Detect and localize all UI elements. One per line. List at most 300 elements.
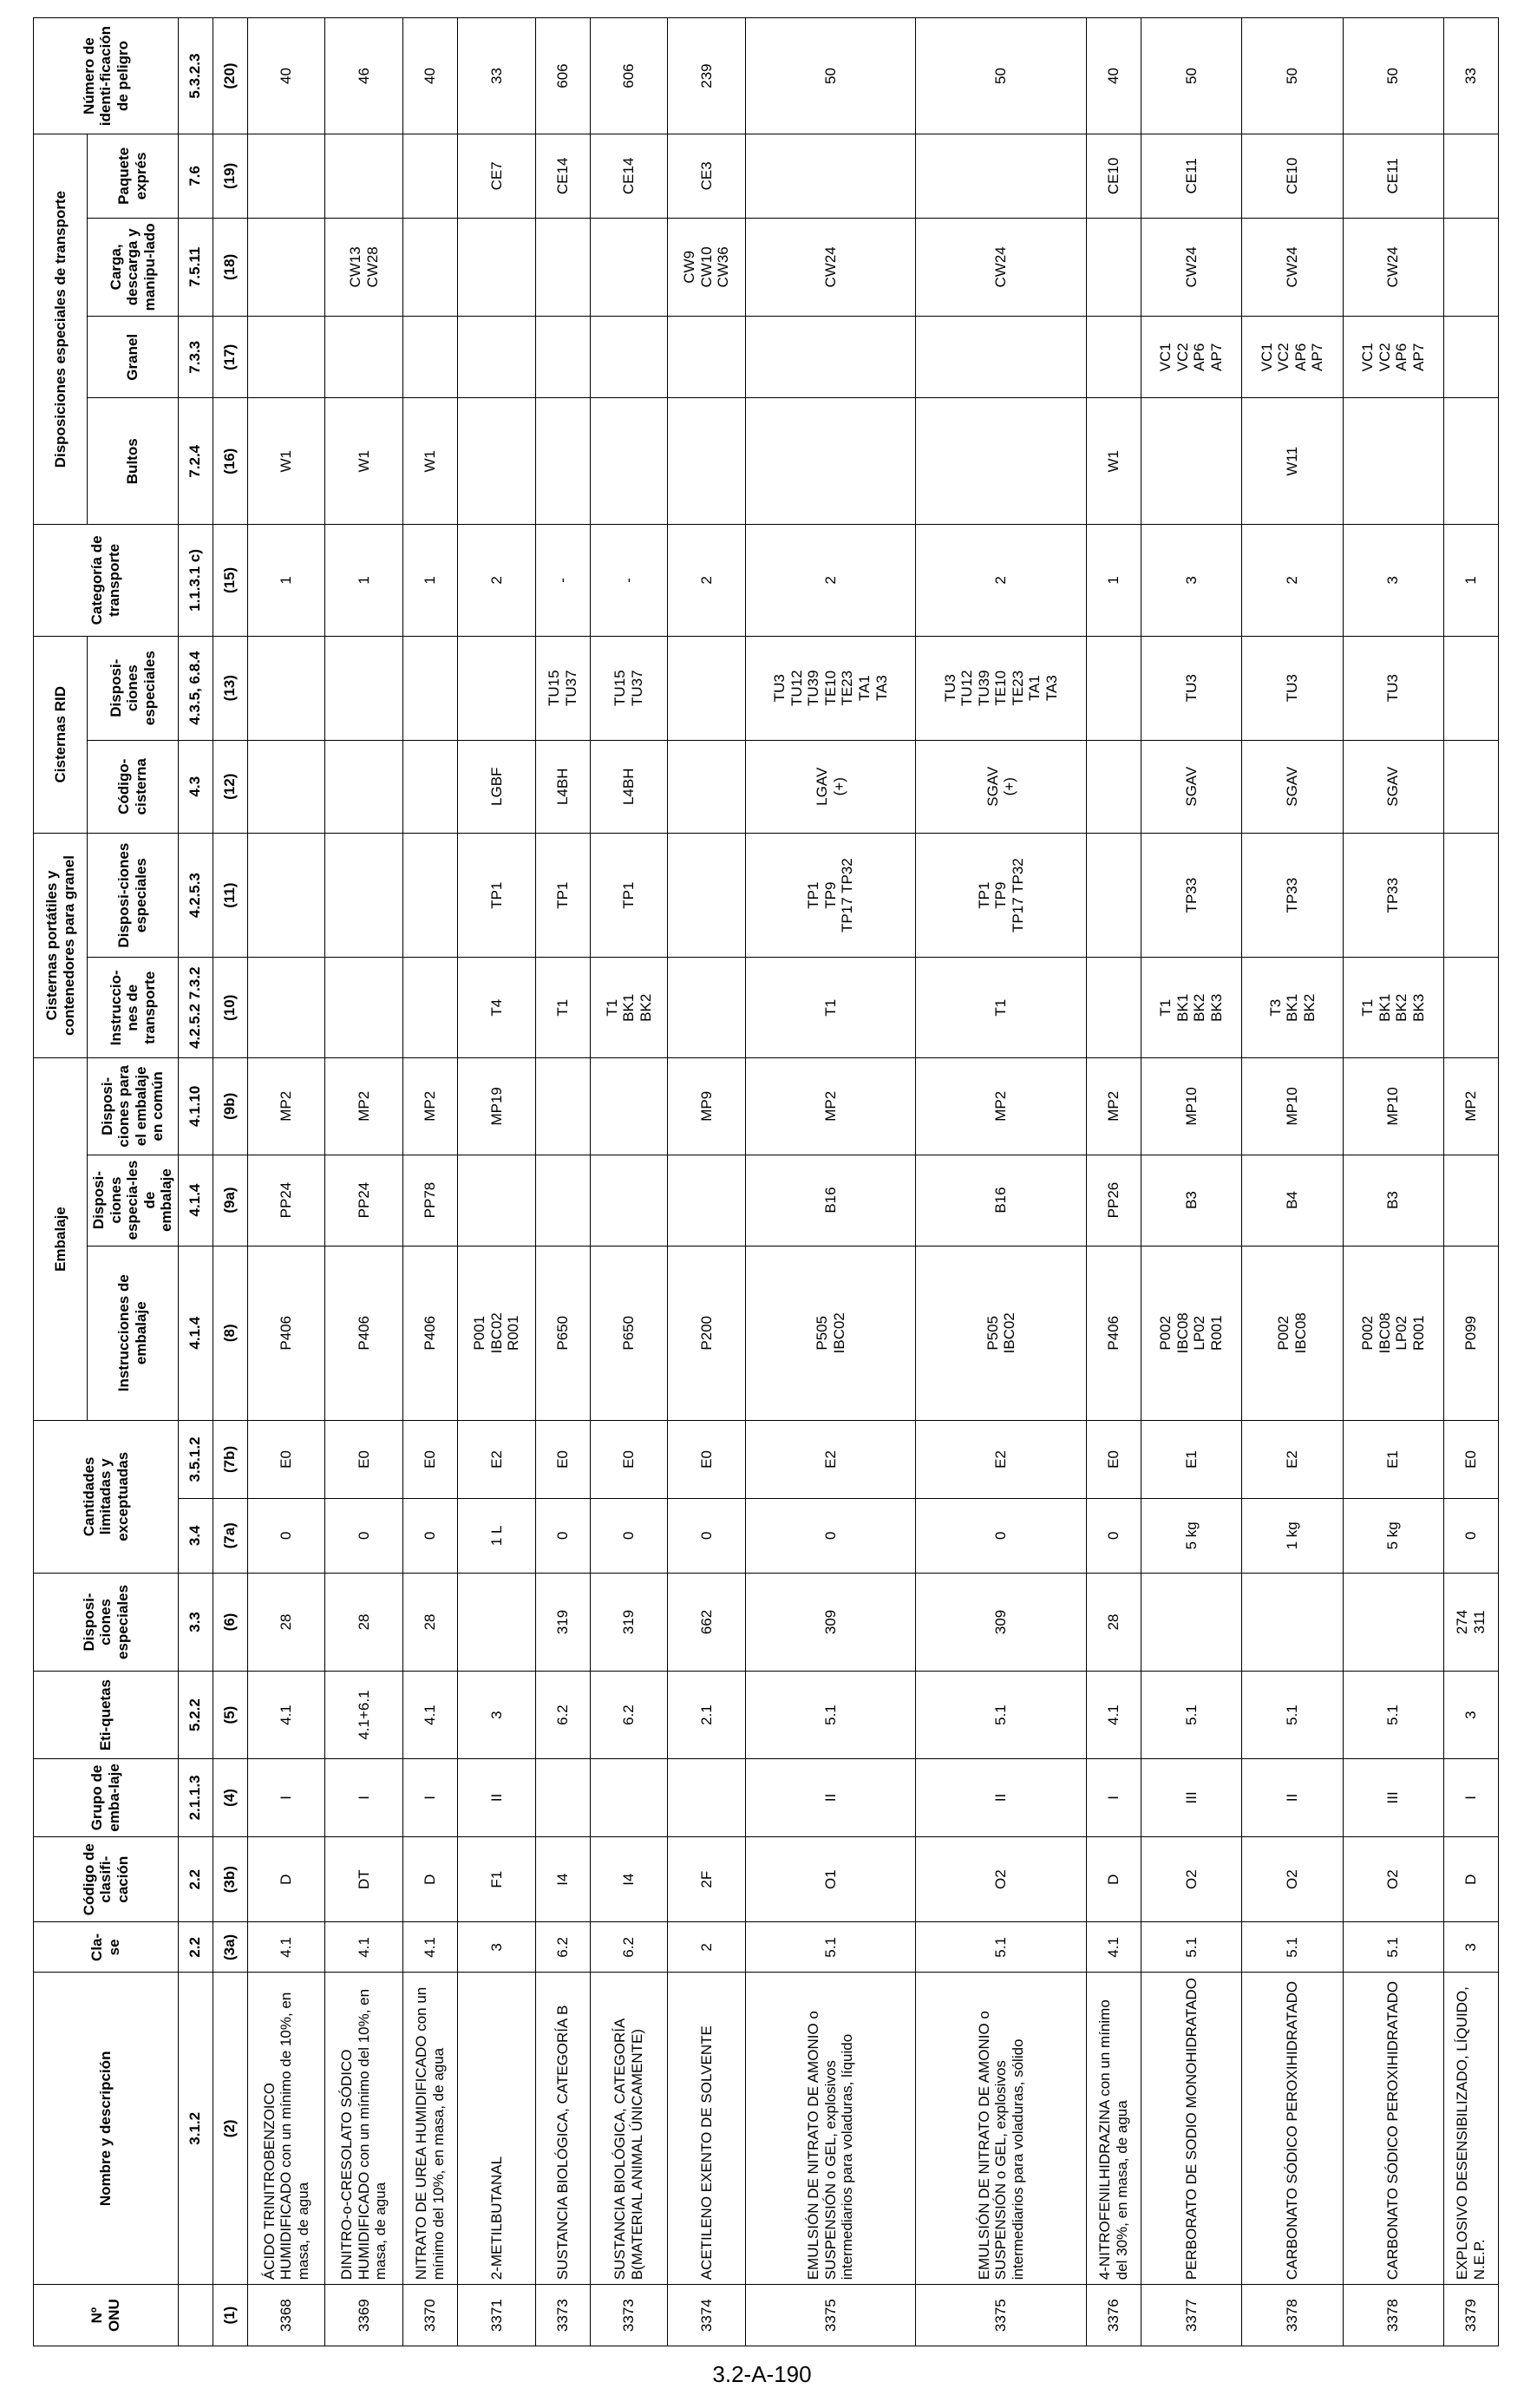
table-cell: O1 (745, 1836, 915, 1922)
table-cell: PP24 (247, 1155, 325, 1246)
colnum-cell: (3b) (213, 1836, 247, 1922)
ref-cell: 3.5.1.2 (178, 1420, 213, 1498)
un-number-cell: 3369 (325, 2285, 403, 2346)
table-cell: I (403, 1758, 458, 1836)
table-cell: 0 (916, 1498, 1086, 1573)
table-cell: SGAV (1343, 740, 1443, 833)
table-cell: 662 (668, 1573, 746, 1672)
table-cell: P406 (1086, 1246, 1141, 1420)
table-cell (1443, 958, 1498, 1058)
table-cell: 40 (247, 18, 325, 134)
table-cell: E0 (668, 1420, 746, 1498)
table-row (1242, 18, 1343, 2346)
table-cell: P200 (668, 1246, 746, 1420)
table-cell: 3 (1141, 525, 1241, 637)
colnum-cell: (4) (213, 1758, 247, 1836)
name-cell: ACETILENO EXENTO DE SOLVENTE (668, 1973, 746, 2285)
table-cell: CE3 (668, 134, 746, 218)
table-cell: E1 (1141, 1420, 1241, 1498)
table-cell: 0 (247, 1498, 325, 1573)
table-cell (1086, 218, 1141, 317)
table-cell (247, 218, 325, 317)
table-cell (458, 1573, 536, 1672)
header-bultos: Bultos (88, 398, 179, 525)
table-cell: 0 (1086, 1498, 1141, 1573)
table-row (403, 18, 458, 2346)
header-paquete: Paquete exprés (88, 134, 179, 218)
ref-cell: 7.2.4 (178, 398, 213, 525)
table-cell: P406 (403, 1246, 458, 1420)
header-instr-emb: Instrucciones de embalaje (88, 1246, 179, 1420)
header-un: Nº ONU (34, 2285, 179, 2346)
table-cell (403, 317, 458, 398)
ref-cell: 3.4 (178, 1498, 213, 1573)
table-cell: TP1 TP9 TP17 TP32 (916, 833, 1086, 958)
table-cell: W11 (1242, 398, 1343, 525)
reference-row (178, 18, 213, 2346)
un-number-cell: 3379 (1443, 2285, 1498, 2346)
table-cell: 0 (1443, 1498, 1498, 1573)
table-cell (590, 1058, 668, 1155)
table-cell: 5.1 (916, 1672, 1086, 1759)
header-disp-transp: Disposiciones especiales de transporte (34, 134, 88, 525)
table-cell: SGAV (1141, 740, 1241, 833)
table-cell: 50 (1343, 18, 1443, 134)
table-cell (1443, 218, 1498, 317)
table-cell: L4BH (590, 740, 668, 833)
table-cell: TU3 (1141, 636, 1241, 740)
table-cell: P406 (247, 1246, 325, 1420)
table-cell: 28 (1086, 1573, 1141, 1672)
colnum-cell: (15) (213, 525, 247, 637)
header-grupo: Grupo de emba-laje (34, 1758, 179, 1836)
name-cell: EXPLOSIVO DESENSIBILIZADO, LÍQUIDO, N.E.P. (1443, 1973, 1498, 2285)
table-cell: E0 (1086, 1420, 1141, 1498)
table-cell: O2 (916, 1836, 1086, 1922)
un-number-cell: 3375 (916, 2285, 1086, 2346)
table-cell: III (1141, 1758, 1241, 1836)
table-cell: 5.1 (745, 1672, 915, 1759)
header-categoria: Categoría de transporte (34, 525, 179, 637)
table-cell: 1 (403, 525, 458, 637)
table-cell: P650 (590, 1246, 668, 1420)
header-name: Nombre y descripción (34, 1973, 179, 2285)
table-cell: P505 IBC02 (745, 1246, 915, 1420)
ref-cell: 1.1.3.1 c) (178, 525, 213, 637)
header-peligro: Número de identi-ficación de peligro (34, 18, 179, 134)
table-cell: E0 (590, 1420, 668, 1498)
table-cell (403, 218, 458, 317)
table-cell: E0 (325, 1420, 403, 1498)
table-cell: 239 (668, 18, 746, 134)
table-cell (1141, 1573, 1241, 1672)
table-cell: 5.1 (1343, 1672, 1443, 1759)
table-cell: CE10 (1242, 134, 1343, 218)
table-cell: T4 (458, 958, 536, 1058)
table-cell (668, 958, 746, 1058)
table-cell (247, 740, 325, 833)
ref-cell: 3.3 (178, 1573, 213, 1672)
table-cell: 2 (668, 525, 746, 637)
page-footer: 3.2-A-190 (712, 2361, 812, 2387)
colnum-cell: (12) (213, 740, 247, 833)
table-cell (403, 958, 458, 1058)
name-cell: 4-NITROFENILHIDRAZINA con un mínimo del 30%, en masa, de agua (1086, 1973, 1141, 2285)
table-cell (458, 398, 536, 525)
table-cell (1086, 833, 1141, 958)
table-cell: MP2 (247, 1058, 325, 1155)
table-cell: PP24 (325, 1155, 403, 1246)
header-disp-comun: Disposi-ciones para el embalaje en común (88, 1058, 179, 1155)
table-cell: P099 (1443, 1246, 1498, 1420)
table-cell: 3 (1443, 1922, 1498, 1973)
table-cell: F1 (458, 1836, 536, 1922)
table-cell: MP10 (1343, 1058, 1443, 1155)
table-cell (247, 636, 325, 740)
table-cell: O2 (1343, 1836, 1443, 1922)
table-cell: 40 (403, 18, 458, 134)
table-cell: B16 (745, 1155, 915, 1246)
un-number-cell: 3373 (590, 2285, 668, 2346)
table-body (247, 18, 1498, 2346)
ref-cell: 4.2.5.3 (178, 833, 213, 958)
table-cell: TP1 TP9 TP17 TP32 (745, 833, 915, 958)
table-cell: TP1 (590, 833, 668, 958)
table-cell: 319 (590, 1573, 668, 1672)
table-row (1443, 18, 1498, 2346)
table-cell: 3 (458, 1672, 536, 1759)
header-rid: Cisternas RID (34, 636, 88, 833)
table-cell: - (535, 525, 590, 637)
table-cell: CE14 (535, 134, 590, 218)
table-row (458, 18, 536, 2346)
ref-cell: 2.2 (178, 1836, 213, 1922)
table-cell: PP78 (403, 1155, 458, 1246)
table-cell: 5.1 (1343, 1922, 1443, 1973)
un-number-cell: 3378 (1343, 2285, 1443, 2346)
table-cell: 2 (458, 525, 536, 637)
colnum-cell: (20) (213, 18, 247, 134)
table-cell (535, 1155, 590, 1246)
table-cell (403, 134, 458, 218)
table-cell (325, 636, 403, 740)
table-cell (325, 740, 403, 833)
table-cell (247, 317, 325, 398)
table-cell: 28 (325, 1573, 403, 1672)
table-cell: 3 (458, 1922, 536, 1973)
table-cell: TP1 (458, 833, 536, 958)
header-disp-emb: Disposi-ciones especia-les de embalaje (88, 1155, 179, 1246)
table-cell: 3 (1443, 1672, 1498, 1759)
table-cell: CW9 CW10 CW36 (668, 218, 746, 317)
name-cell: NITRATO DE UREA HUMIDIFICADO con un mínimo del 10%, en masa, de agua (403, 1973, 458, 2285)
table-cell (458, 317, 536, 398)
table-cell (745, 398, 915, 525)
table-cell: LGAV (+) (745, 740, 915, 833)
colnum-cell: (17) (213, 317, 247, 398)
table-cell: CW24 (916, 218, 1086, 317)
name-cell: PERBORATO DE SODIO MONOHIDRATADO (1141, 1973, 1241, 2285)
ref-cell: 7.6 (178, 134, 213, 218)
table-cell (1443, 134, 1498, 218)
header-portatiles: Cisternas portátiles y contenedores para granel (34, 833, 88, 1057)
table-cell: II (916, 1758, 1086, 1836)
un-number-cell: 3378 (1242, 2285, 1343, 2346)
table-cell: TU3 (1242, 636, 1343, 740)
ref-cell: 2.2 (178, 1922, 213, 1973)
header-disp-port: Disposi-ciones especiales (88, 833, 179, 958)
table-cell (668, 740, 746, 833)
table-cell: T1 (745, 958, 915, 1058)
table-cell: 0 (403, 1498, 458, 1573)
table-cell (1141, 398, 1241, 525)
table-cell: II (458, 1758, 536, 1836)
table-cell (916, 317, 1086, 398)
table-row (247, 18, 325, 2346)
ref-cell (178, 2285, 213, 2346)
ref-cell: 4.1.4 (178, 1246, 213, 1420)
table-cell (1242, 1573, 1343, 1672)
table-cell: - (590, 525, 668, 637)
colnum-cell: (18) (213, 218, 247, 317)
table-cell: 1 L (458, 1498, 536, 1573)
table-cell (590, 1758, 668, 1836)
name-cell: 2-METILBUTANAL (458, 1973, 536, 2285)
table-cell: B3 (1343, 1155, 1443, 1246)
table-cell: 6.2 (535, 1672, 590, 1759)
table-row (1343, 18, 1443, 2346)
table-cell: 50 (1141, 18, 1241, 134)
table-cell: E2 (458, 1420, 536, 1498)
table-cell: D (403, 1836, 458, 1922)
colnum-cell: (10) (213, 958, 247, 1058)
un-number-cell: 3371 (458, 2285, 536, 2346)
table-cell: P505 IBC02 (916, 1246, 1086, 1420)
table-cell: 2 (916, 525, 1086, 637)
table-row (590, 18, 668, 2346)
name-cell: EMULSIÓN DE NITRATO DE AMONIO o SUSPENSIÓN o GEL, explosivos intermediarios para voladuras, líquido (745, 1973, 915, 2285)
table-cell: MP2 (916, 1058, 1086, 1155)
table-cell: 4.1 (1086, 1922, 1141, 1973)
table-cell: W1 (1086, 398, 1141, 525)
table-cell: VC1 VC2 AP6 AP7 (1141, 317, 1241, 398)
table-cell (1443, 398, 1498, 525)
table-cell: CE11 (1141, 134, 1241, 218)
table-cell: 5.1 (1141, 1922, 1241, 1973)
table-cell: TU15 TU37 (535, 636, 590, 740)
table-cell: 6.2 (590, 1672, 668, 1759)
table-cell (590, 1155, 668, 1246)
table-cell: 1 (247, 525, 325, 637)
table-cell: T1 BK1 BK2 BK3 (1343, 958, 1443, 1058)
table-cell: I (1443, 1758, 1498, 1836)
header-embalaje: Embalaje (34, 1058, 88, 1421)
ref-cell: 4.3.5, 6.8.4 (178, 636, 213, 740)
table-cell: 5.1 (916, 1922, 1086, 1973)
table-row (535, 18, 590, 2346)
table-cell: B3 (1141, 1155, 1241, 1246)
table-cell: TP33 (1141, 833, 1241, 958)
table-cell: CW24 (1343, 218, 1443, 317)
colnum-cell: (16) (213, 398, 247, 525)
table-cell: TP33 (1343, 833, 1443, 958)
table-cell: 2.1 (668, 1672, 746, 1759)
header-disp-esp: Disposi-ciones especiales (34, 1573, 179, 1672)
table-cell (590, 317, 668, 398)
table-cell: W1 (247, 398, 325, 525)
table-cell: E2 (745, 1420, 915, 1498)
table-cell: E2 (916, 1420, 1086, 1498)
table-cell (325, 958, 403, 1058)
table-cell: MP9 (668, 1058, 746, 1155)
table-cell: 5 kg (1343, 1498, 1443, 1573)
table-cell (1086, 636, 1141, 740)
table-cell: 1 (1443, 525, 1498, 637)
table-cell (535, 218, 590, 317)
table-cell: MP2 (1086, 1058, 1141, 1155)
table-cell: SGAV (+) (916, 740, 1086, 833)
table-cell: MP10 (1141, 1058, 1241, 1155)
table-cell: D (1086, 1836, 1141, 1922)
header-cod-cisterna: Código-cisterna (88, 740, 179, 833)
name-cell: DINITRO-o-CRESOLATO SÓDICO HUMIDIFICADO con un mínimo del 10%, en masa, de agua (325, 1973, 403, 2285)
ref-cell: 5.3.2.3 (178, 18, 213, 134)
table-cell (668, 1155, 746, 1246)
table-cell: CW13 CW28 (325, 218, 403, 317)
table-cell: CE7 (458, 134, 536, 218)
table-cell: MP2 (403, 1058, 458, 1155)
table-cell (1086, 740, 1141, 833)
name-cell: EMULSIÓN DE NITRATO DE AMONIO o SUSPENSIÓN o GEL, explosivos intermediarios para voladuras, sólido (916, 1973, 1086, 2285)
table-cell: T1 BK1 BK2 (590, 958, 668, 1058)
ref-cell: 2.1.1.3 (178, 1758, 213, 1836)
table-cell (745, 317, 915, 398)
table-cell (458, 1155, 536, 1246)
table-cell (916, 134, 1086, 218)
table-cell: 4.1 (403, 1922, 458, 1973)
table-cell: 319 (535, 1573, 590, 1672)
table-cell: 0 (325, 1498, 403, 1573)
table-cell: 5 kg (1141, 1498, 1241, 1573)
table-cell: 6.2 (590, 1922, 668, 1973)
table-cell (668, 833, 746, 958)
table-cell (325, 134, 403, 218)
table-cell (668, 317, 746, 398)
ref-cell: 3.1.2 (178, 1973, 213, 2285)
table-cell: II (745, 1758, 915, 1836)
table-cell: 606 (590, 18, 668, 134)
colnum-cell: (3a) (213, 1922, 247, 1973)
table-cell: P406 (325, 1246, 403, 1420)
table-cell: CW24 (745, 218, 915, 317)
table-cell (1343, 398, 1443, 525)
table-cell: D (247, 1836, 325, 1922)
table-cell (247, 958, 325, 1058)
ref-cell: 7.5.11 (178, 218, 213, 317)
table-cell: E2 (1242, 1420, 1343, 1498)
table-cell: I (247, 1758, 325, 1836)
table-cell (247, 833, 325, 958)
table-cell: I4 (590, 1836, 668, 1922)
table-cell (1443, 833, 1498, 958)
name-cell: ÁCIDO TRINITROBENZOICO HUMIDIFICADO con un mínimo de 10%, en masa, de agua (247, 1973, 325, 2285)
table-cell: 28 (403, 1573, 458, 1672)
colnum-cell: (7a) (213, 1498, 247, 1573)
table-cell: 4.1+6.1 (325, 1672, 403, 1759)
table-cell: MP2 (325, 1058, 403, 1155)
table-cell: 5.1 (1242, 1672, 1343, 1759)
table-cell: L4BH (535, 740, 590, 833)
table-row (1086, 18, 1141, 2346)
table-cell: MP2 (745, 1058, 915, 1155)
header-carga: Carga, descarga y manipu-lado (88, 218, 179, 317)
colnum-cell: (5) (213, 1672, 247, 1759)
table-cell (325, 317, 403, 398)
table-cell: 2 (745, 525, 915, 637)
header-granel: Granel (88, 317, 179, 398)
table-cell (458, 636, 536, 740)
table-cell: P002 IBC08 LP02 R001 (1343, 1246, 1443, 1420)
un-number-cell: 3375 (745, 2285, 915, 2346)
name-cell: CARBONATO SÓDICO PEROXIHIDRATADO (1242, 1973, 1343, 2285)
table-cell: 0 (668, 1498, 746, 1573)
colnum-cell: (1) (213, 2285, 247, 2346)
ref-cell: 4.2.5.2 7.3.2 (178, 958, 213, 1058)
colnum-cell: (6) (213, 1573, 247, 1672)
ref-cell: 5.2.2 (178, 1672, 213, 1759)
table-cell: PP26 (1086, 1155, 1141, 1246)
table-cell: SGAV (1242, 740, 1343, 833)
table-row (325, 18, 403, 2346)
table-cell: VC1 VC2 AP6 AP7 (1343, 317, 1443, 398)
table-cell: B4 (1242, 1155, 1343, 1246)
table-cell: TU3 TU12 TU39 TE10 TE23 TA1 TA3 (745, 636, 915, 740)
table-cell: 4.1 (325, 1922, 403, 1973)
table-cell: DT (325, 1836, 403, 1922)
table-cell: CE10 (1086, 134, 1141, 218)
table-cell: 274 311 (1443, 1573, 1498, 1672)
table-cell: 50 (745, 18, 915, 134)
name-cell: SUSTANCIA BIOLÓGICA, CATEGORÍA B (535, 1973, 590, 2285)
table-cell: T1 (916, 958, 1086, 1058)
header-cantidades: Cantidades limitadas y exceptuadas (34, 1420, 179, 1573)
colnum-cell: (9b) (213, 1058, 247, 1155)
table-cell: 4.1 (247, 1672, 325, 1759)
table-cell: CW24 (1242, 218, 1343, 317)
un-number-cell: 3373 (535, 2285, 590, 2346)
table-cell: TU15 TU37 (590, 636, 668, 740)
header-etiquetas: Eti-quetas (34, 1672, 179, 1759)
dangerous-goods-table (33, 17, 1499, 2346)
table-cell: CE11 (1343, 134, 1443, 218)
table-cell: T3 BK1 BK2 (1242, 958, 1343, 1058)
column-number-row (213, 18, 247, 2346)
table-cell (590, 398, 668, 525)
table-cell: 1 (325, 525, 403, 637)
table-row (1141, 18, 1241, 2346)
colnum-cell: (2) (213, 1973, 247, 2285)
table-cell: E0 (1443, 1420, 1498, 1498)
table-cell (535, 317, 590, 398)
table-row (745, 18, 915, 2346)
table-cell (1443, 1155, 1498, 1246)
table-cell (403, 740, 458, 833)
table-cell: MP19 (458, 1058, 536, 1155)
table-cell: 5.1 (1141, 1672, 1241, 1759)
table-cell (1086, 958, 1141, 1058)
table-cell: 0 (535, 1498, 590, 1573)
colnum-cell: (19) (213, 134, 247, 218)
